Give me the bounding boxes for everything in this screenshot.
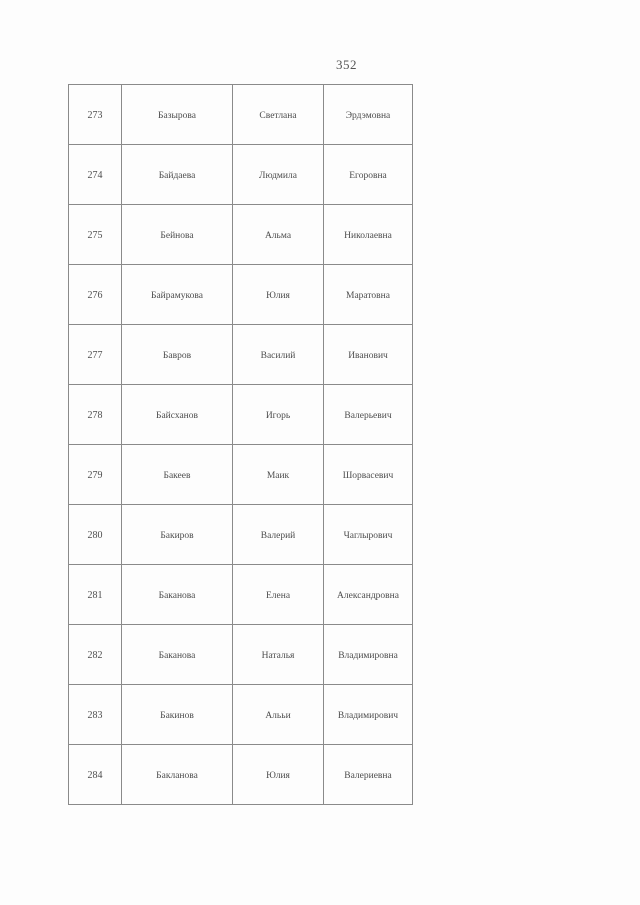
row-number: 277 [87, 350, 103, 361]
row-number-cell [69, 385, 122, 445]
row-number-cell [69, 325, 122, 385]
row-number: 278 [87, 410, 103, 421]
given-name-cell [233, 445, 324, 505]
patronymic: Николаевна [344, 230, 392, 241]
row-number: 274 [87, 170, 103, 181]
row-number: 283 [87, 710, 103, 721]
given-name: Светлана [259, 110, 297, 121]
row-number-cell [69, 565, 122, 625]
table-row [69, 565, 413, 625]
row-number-cell [69, 745, 122, 805]
surname: Баканова [158, 650, 196, 661]
patronymic: Маратовна [346, 290, 390, 301]
patronymic-cell [324, 265, 413, 325]
surname: Бакланова [156, 770, 198, 781]
given-name-cell [233, 565, 324, 625]
table-row [69, 85, 413, 145]
patronymic-cell [324, 145, 413, 205]
surname-cell [122, 325, 233, 385]
row-number: 282 [87, 650, 103, 661]
row-number: 275 [87, 230, 103, 241]
surname: Базырова [158, 110, 196, 121]
table-row [69, 145, 413, 205]
surname-cell [122, 565, 233, 625]
given-name: Людмила [259, 170, 297, 181]
row-number: 279 [87, 470, 103, 481]
given-name: Наталья [261, 650, 295, 661]
given-name: Альма [264, 230, 292, 241]
patronymic-cell [324, 625, 413, 685]
surname: Байрамукова [151, 290, 203, 301]
patronymic-cell [324, 565, 413, 625]
given-name-cell [233, 205, 324, 265]
surname: Бавров [162, 350, 192, 361]
row-number: 280 [87, 530, 103, 541]
surname-cell [122, 265, 233, 325]
given-name-cell [233, 325, 324, 385]
surname-cell [122, 685, 233, 745]
patronymic-cell [324, 745, 413, 805]
surname-cell [122, 745, 233, 805]
table-row [69, 745, 413, 805]
surname: Бакеев [163, 470, 191, 481]
surname-cell [122, 205, 233, 265]
patronymic: Шорвасевич [342, 470, 394, 481]
given-name: Валерий [260, 530, 296, 541]
surname: Бакиров [160, 530, 194, 541]
given-name-cell [233, 85, 324, 145]
given-name: Юлия [266, 770, 290, 781]
patronymic-cell [324, 385, 413, 445]
row-number-cell [69, 265, 122, 325]
row-number: 276 [87, 290, 103, 301]
table-row [69, 325, 413, 385]
given-name-cell [233, 625, 324, 685]
row-number-cell [69, 625, 122, 685]
patronymic: Валериевна [344, 770, 392, 781]
given-name: Маик [266, 470, 290, 481]
given-name-cell [233, 745, 324, 805]
surname-cell [122, 85, 233, 145]
surname: Баканова [158, 590, 196, 601]
patronymic: Иванович [348, 350, 388, 361]
row-number: 284 [87, 770, 103, 781]
page-number: 352 [336, 57, 357, 72]
patronymic: Валерьевич [344, 410, 392, 421]
table-row [69, 625, 413, 685]
surname: Байсханов [155, 410, 198, 421]
row-number: 281 [87, 590, 103, 601]
surname-cell [122, 145, 233, 205]
patronymic-cell [324, 85, 413, 145]
given-name: Игорь [265, 410, 291, 421]
row-number: 273 [87, 110, 103, 121]
surname-cell [122, 445, 233, 505]
surname-cell [122, 385, 233, 445]
surname-cell [122, 505, 233, 565]
patronymic: Чаглырович [343, 530, 393, 541]
patronymic-cell [324, 445, 413, 505]
row-number-cell [69, 445, 122, 505]
given-name-cell [233, 505, 324, 565]
given-name-cell [233, 385, 324, 445]
surname: Бакинов [160, 710, 194, 721]
patronymic: Владимирович [337, 710, 399, 721]
roster-table [68, 84, 413, 805]
table-row [69, 685, 413, 745]
patronymic: Александровна [337, 590, 399, 601]
table-row [69, 205, 413, 265]
patronymic: Владимировна [338, 650, 398, 661]
given-name: Василий [260, 350, 296, 361]
patronymic: Егоровна [349, 170, 387, 181]
patronymic-cell [324, 685, 413, 745]
given-name-cell [233, 145, 324, 205]
row-number-cell [69, 205, 122, 265]
row-number-cell [69, 685, 122, 745]
surname: Байдаева [158, 170, 196, 181]
patronymic-cell [324, 205, 413, 265]
given-name: Юлия [266, 290, 290, 301]
surname: Бейнова [160, 230, 194, 241]
given-name-cell [233, 685, 324, 745]
given-name-cell [233, 265, 324, 325]
patronymic-cell [324, 325, 413, 385]
patronymic: Эрдэмовна [345, 110, 391, 121]
table-row [69, 265, 413, 325]
table-row [69, 385, 413, 445]
table-row [69, 445, 413, 505]
surname-cell [122, 625, 233, 685]
row-number-cell [69, 85, 122, 145]
given-name: Елена [265, 590, 291, 601]
given-name: Алььи [265, 710, 291, 721]
table-row [69, 505, 413, 565]
patronymic-cell [324, 505, 413, 565]
row-number-cell [69, 145, 122, 205]
row-number-cell [69, 505, 122, 565]
